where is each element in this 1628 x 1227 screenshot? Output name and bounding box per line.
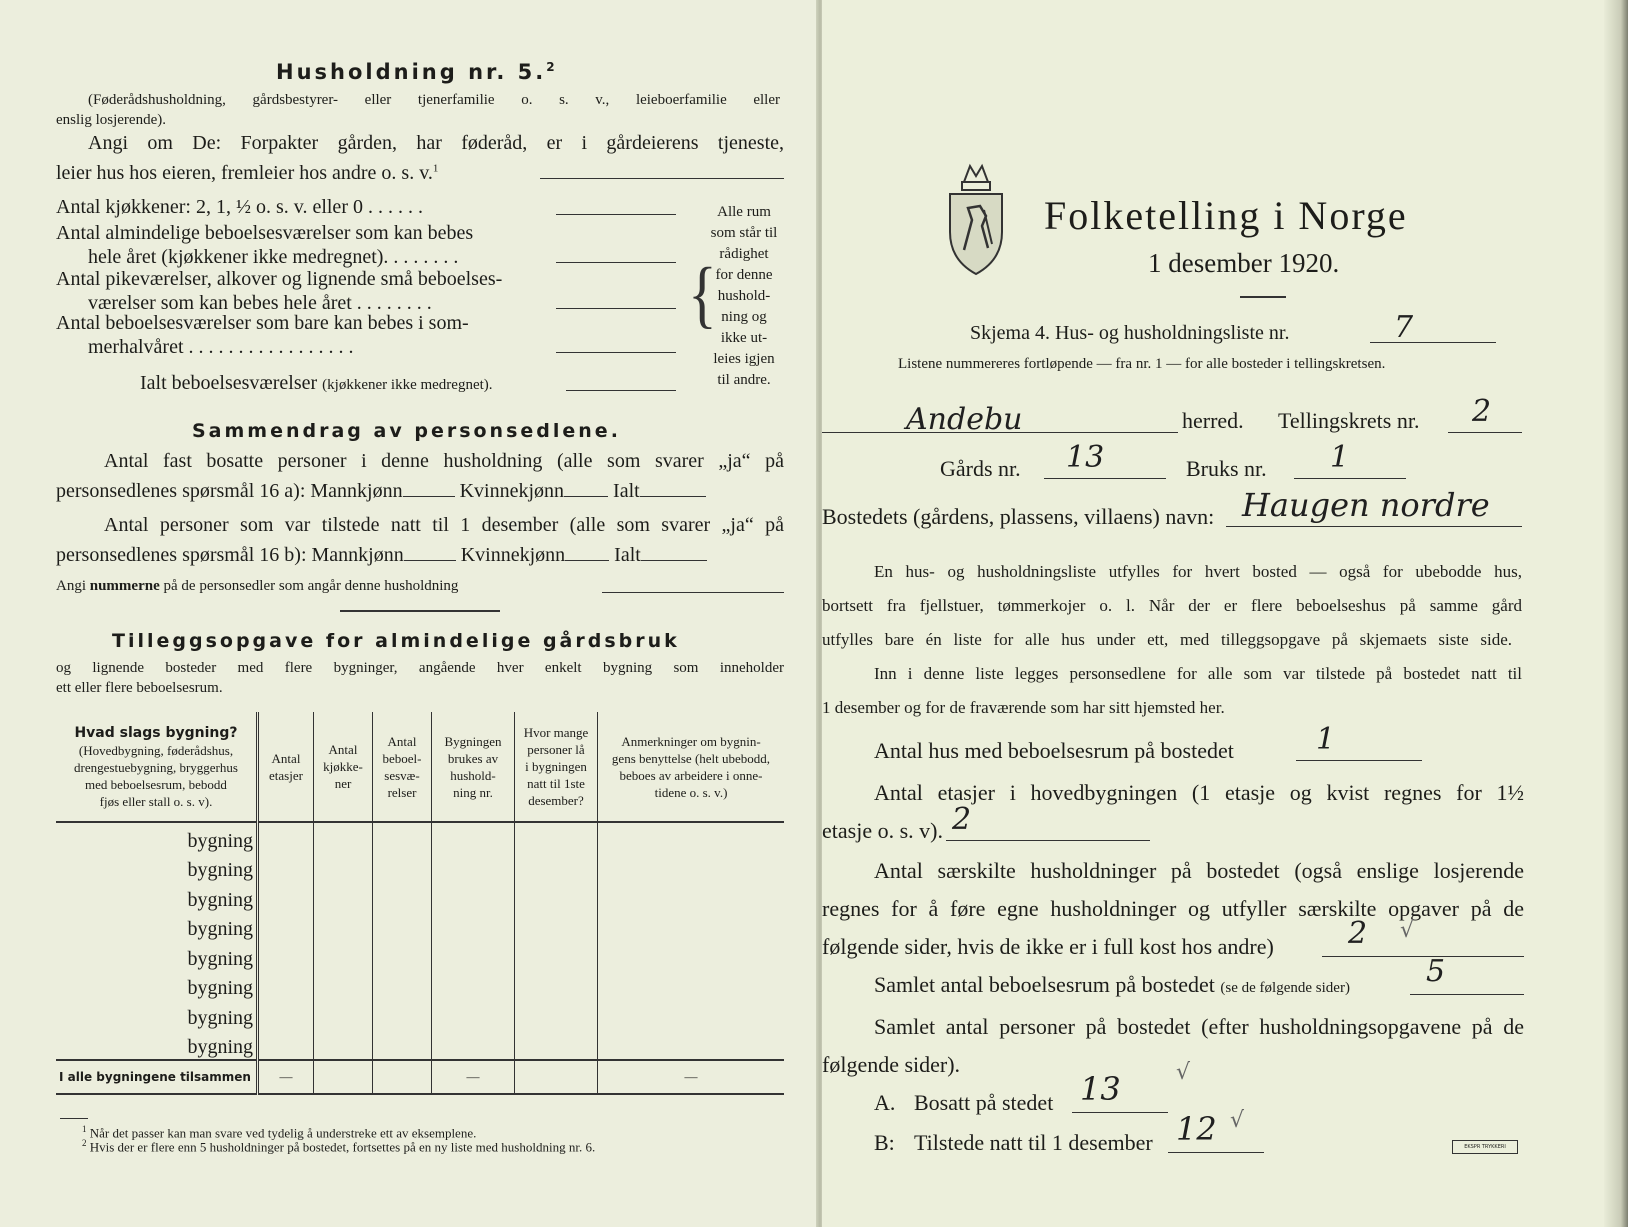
persons-question: Samlet antal personer på bostedet (efter husholdningsopgavene på de xyxy=(874,1014,1524,1039)
coat-of-arms-icon xyxy=(944,160,1008,280)
persons-question-2: følgende sider). xyxy=(822,1052,961,1077)
occupancy-question: Angi om De: Forpakter gården, har føderåd, er i gårdeierens tjeneste, xyxy=(88,132,784,154)
col-remarks: Anmerkninger om bygnin- gens benyttelse (helt ubebodd, beboes av arbeidere i onne- tidene o. s. v.) xyxy=(598,712,785,822)
instructions-5: 1 desember og for de fraværende som har sitt hjemsted her. xyxy=(822,698,1225,717)
b-label: B: xyxy=(874,1130,895,1155)
supplement-desc: og lignende bosteder med flere bygninger, angående hver enkelt bygning som inneholder xyxy=(56,660,784,676)
table-row[interactable]: bygning xyxy=(56,971,784,1001)
summer-rooms-label: Antal beboelsesværelser som bare kan bebes i som- xyxy=(56,312,469,334)
instructions-3: utfylles bare én liste for alle hus under ett, med tilleggsopgave på skjemaets siste side. xyxy=(822,630,1512,649)
footnote-rule xyxy=(60,1118,88,1119)
table-row[interactable]: bygning xyxy=(56,882,784,912)
herred-value[interactable]: Andebu xyxy=(906,402,1023,437)
bruks-line[interactable] xyxy=(1294,478,1406,479)
houses-value[interactable]: 1 xyxy=(1316,722,1336,757)
gards-value[interactable]: 13 xyxy=(1066,440,1105,475)
kitchens-answer[interactable] xyxy=(556,214,676,215)
herred-label: herred. xyxy=(1182,408,1244,433)
summary-resident: Antal fast bosatte personer i denne husholdning (alle som svarer „ja“ på xyxy=(104,450,784,472)
present-count-value[interactable]: 12 xyxy=(1176,1110,1217,1148)
houses-question: Antal hus med beboelsesrum på bostedet xyxy=(874,738,1234,763)
krets-value[interactable]: 2 xyxy=(1472,394,1492,429)
list-number-value[interactable]: 7 xyxy=(1394,310,1414,345)
check-mark-icon: √ xyxy=(1230,1108,1245,1133)
instructions-1: En hus- og husholdningsliste utfylles for hvert bosted — også for ubebodde hus, xyxy=(874,562,1522,581)
resident-count-value[interactable]: 13 xyxy=(1080,1070,1121,1108)
households-value[interactable]: 2 xyxy=(1348,916,1368,951)
supplement-desc-2: ett eller flere beboelsesrum. xyxy=(56,680,223,696)
households-question: Antal særskilte husholdninger på bostedet (også enslige losjerende xyxy=(874,858,1524,883)
table-row[interactable]: bygning xyxy=(56,1000,784,1030)
total-rooms-label: Ialt beboelsesværelser (kjøkkener ikke medregnet). xyxy=(140,372,493,394)
kitchens-label: Antal kjøkkener: 2, 1, ½ o. s. v. eller 0 . . . . . . xyxy=(56,196,423,218)
household-heading: Husholdning nr. 5.$^2$ xyxy=(276,60,558,84)
maid-rooms-answer[interactable] xyxy=(556,308,676,309)
bosted-label: Bostedets (gårdens, plassens, villaens) navn: xyxy=(822,504,1215,529)
krets-label: Tellingskrets nr. xyxy=(1278,408,1420,433)
table-row[interactable]: bygning xyxy=(56,941,784,971)
a-text: Bosatt på stedet xyxy=(914,1090,1054,1115)
floors-question-2: etasje o. s. v). xyxy=(822,818,943,843)
schema-label: Skjema 4. Hus- og husholdningsliste nr. xyxy=(970,322,1290,344)
rooms-side-note: Alle rum som står til rådighet for denne hushold- ning og ikke ut- leies igjen til andre. xyxy=(710,204,778,388)
occupancy-answer-line[interactable] xyxy=(540,178,784,179)
bosted-value[interactable]: Haugen nordre xyxy=(1242,486,1490,524)
households-question-2: regnes for å føre egne husholdninger og utfyller særskilte opgaver på de xyxy=(822,896,1524,921)
col-household: Bygningen brukes av hushold- ning nr. xyxy=(432,712,515,822)
maid-rooms-label-2: værelser som kan bebes hele året . . . . . . . . xyxy=(88,292,432,314)
ordinary-rooms-answer[interactable] xyxy=(556,262,676,263)
bosted-line[interactable] xyxy=(1226,526,1522,527)
a-label: A. xyxy=(874,1090,896,1115)
title-rule xyxy=(1240,296,1286,298)
table-row[interactable]: bygning xyxy=(56,1030,784,1061)
check-mark-icon: √ xyxy=(1176,1060,1191,1085)
col-kitchens: Antal kjøkke- ner xyxy=(314,712,373,822)
summer-rooms-answer[interactable] xyxy=(556,352,676,353)
col-floors: Antal etasjer xyxy=(258,712,314,822)
numbering-note: Listene nummereres fortløpende — fra nr. 1 — for alle bosteder i tellingskretsen. xyxy=(898,356,1386,372)
table-total-row: I alle bygningene tilsammen — — — xyxy=(56,1060,784,1094)
floors-value[interactable]: 2 xyxy=(952,802,972,837)
summer-rooms-label-2: merhalvåret . . . . . . . . . . . . . . . . . xyxy=(88,336,354,358)
household-intro-2: enslig losjerende). xyxy=(56,112,166,128)
bruks-value[interactable]: 1 xyxy=(1330,440,1350,475)
summary-heading: Sammendrag av personsedlene. xyxy=(192,420,621,442)
floors-question: Antal etasjer i hovedbygningen (1 etasje og kvist regnes for 1½ xyxy=(874,780,1524,805)
numbers-answer[interactable] xyxy=(602,592,784,593)
rooms-question: Samlet antal beboelsesrum på bostedet (se de følgende sider) xyxy=(874,972,1350,997)
col-building-type: Hvad slags bygning? (Hovedbygning, føderådshus, drengestuebygning, bryggerhus med beboelsesrum, bebodd fjøs eller stall o. s. v). xyxy=(56,712,258,822)
bruks-label: Bruks nr. xyxy=(1186,456,1267,481)
rooms-value[interactable]: 5 xyxy=(1426,954,1446,989)
b-line[interactable] xyxy=(1168,1152,1264,1153)
col-rooms: Antal beboel- sesvæ- relser xyxy=(373,712,432,822)
b-text: Tilstede natt til 1 desember xyxy=(914,1130,1153,1155)
ordinary-rooms-label-2: hele året (kjøkkener ikke medregnet). . . . . . . . xyxy=(88,246,459,268)
personsedler-numbers: Angi nummerne på de personsedler som angår denne husholdning xyxy=(56,578,459,594)
households-question-3: følgende sider, hvis de ikke er i full kost hos andre) xyxy=(822,934,1274,959)
form-date: 1 desember 1920. xyxy=(1148,248,1340,278)
summary-present-counts: personsedlenes spørsmål 16 b): Mannkjønn Kvinnekjønn Ialt xyxy=(56,544,707,567)
form-title: Folketelling i Norge xyxy=(1044,193,1408,238)
households-line[interactable] xyxy=(1322,956,1524,957)
instructions-2: bortsett fra fjellstuer, tømmerkojer o. l. Når der er flere beboelseshus på samme gård xyxy=(822,596,1522,615)
gards-label: Gårds nr. xyxy=(940,456,1021,481)
table-row[interactable]: bygning xyxy=(56,912,784,942)
page-edge xyxy=(1604,0,1628,1227)
summary-resident-counts: personsedlenes spørsmål 16 a): Mannkjønn Kvinnekjønn Ialt xyxy=(56,480,706,503)
summary-present: Antal personer som var tilstede natt til 1 desember (alle som svarer „ja“ på xyxy=(104,514,784,536)
floors-line[interactable] xyxy=(946,840,1150,841)
check-mark-icon: √ xyxy=(1400,918,1415,943)
brace: { xyxy=(688,252,717,336)
maid-rooms-label: Antal pikeværelser, alkover og lignende små beboelses- xyxy=(56,268,503,290)
total-rooms-answer[interactable] xyxy=(566,390,676,391)
divider xyxy=(340,610,500,612)
rooms-line[interactable] xyxy=(1410,994,1524,995)
ordinary-rooms-label: Antal almindelige beboelsesværelser som kan bebes xyxy=(56,222,474,244)
supplement-heading: Tilleggsopgave for almindelige gårdsbruk xyxy=(112,630,680,652)
krets-line[interactable] xyxy=(1448,432,1522,433)
occupancy-question-2: leier hus hos eieren, fremleier hos andre o. s. v.$^1$ xyxy=(56,162,439,184)
household-intro: (Føderådshusholdning, gårdsbestyrer- eller tjenerfamilie o. s. v., leieboerfamilie eller xyxy=(88,92,780,108)
right-page xyxy=(822,0,1628,1227)
table-row[interactable]: bygning xyxy=(56,853,784,883)
schema-answer-line[interactable] xyxy=(1370,342,1496,343)
col-persons: Hvor mange personer lå i bygningen natt til 1ste desember? xyxy=(515,712,598,822)
a-line[interactable] xyxy=(1072,1112,1168,1113)
printer-stamp: EKSPR TRYKKERI xyxy=(1452,1140,1518,1154)
houses-line[interactable] xyxy=(1296,760,1422,761)
gards-line[interactable] xyxy=(1044,478,1166,479)
building-table xyxy=(56,712,784,1095)
instructions-4: Inn i denne liste legges personsedlene for alle som var tilstede på bostedet natt til xyxy=(874,664,1522,683)
footnote-2: $^2$ Hvis der er flere enn 5 husholdninger på bostedet, fortsettes på en ny liste med husholdning nr. 6. xyxy=(82,1138,596,1155)
footnote-1: $^1$ Når det passer kan man svare ved tydelig å understreke ett av eksemplene. xyxy=(82,1124,477,1141)
table-row[interactable]: bygning xyxy=(56,822,784,853)
